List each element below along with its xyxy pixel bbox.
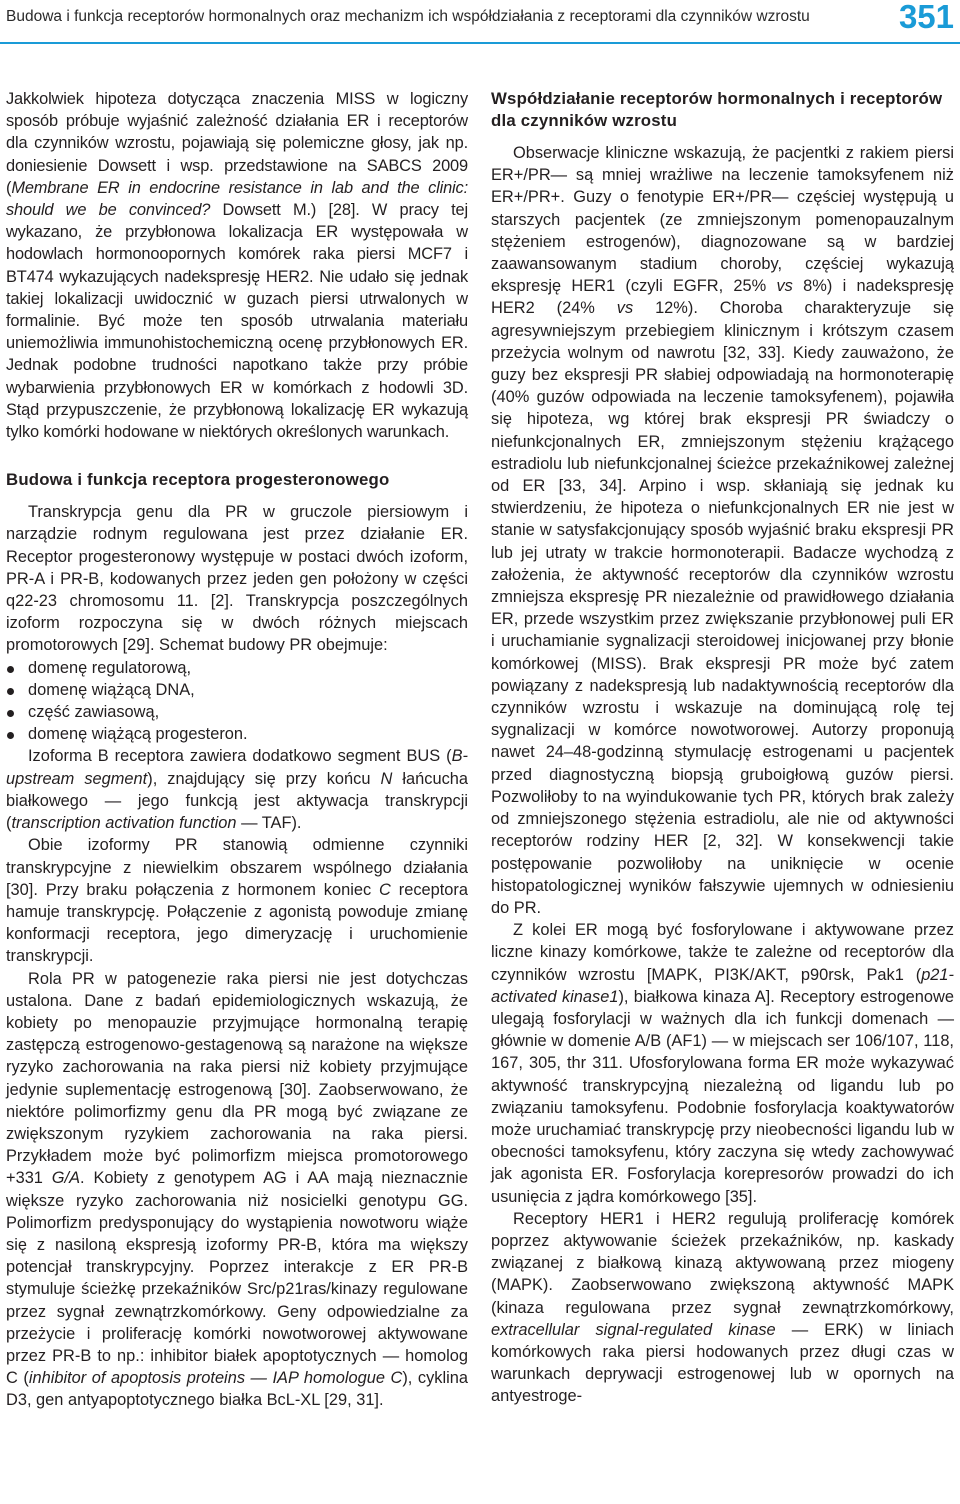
paragraph (491, 1208, 954, 1408)
italic-text: transcription activation function (11, 814, 237, 833)
text-run: łańcucha białkowego — jego funkcją jest aktywacja transkrypcji ( (6, 769, 469, 833)
paragraph (6, 88, 468, 443)
italic-text: vs (776, 277, 793, 296)
italic-text: vs (616, 299, 634, 318)
text-run: Obserwacje kliniczne wskazują, że pacjentki z rakiem piersi ER+/PR— są mniej wrażliwe na leczenie tamoksyfenem niż ER+/PR+. Guzy o fenotypie ER+/PR— częściej występują u starszych pacjentek (ze zmniejszonym pomenopauzalnym stężeniem estrogenów), diagnozowane są w bardziej zaawansowanym stadium choroby, częściej wykazują ekspresję HER1 (czyli EGFR, 25% (491, 144, 954, 296)
text-run: Z kolei ER mogą być fosforylowane i aktywowane przez liczne kinazy komórkowe, także te zależne od receptorów dla czynników wzrostu [MAPK, PI3K/AKT, p90rsk, Pak1 ( (491, 921, 954, 984)
italic-text: inhibitor of apoptosis proteins — IAP homologue C (28, 1369, 403, 1388)
page-number: 351 (898, 0, 954, 35)
italic-text: C (379, 880, 391, 899)
paragraph (491, 919, 954, 1208)
text-run: Receptory HER1 i HER2 regulują proliferację komórek poprzez aktywowanie ścieżek przekaźników, np. kaskady związanej z białkową kinazą aktywowaną przez miogeny (MAPK). Zaobserwowano zwiększoną aktywność MAPK (kinaza regulowana przez sygnał zewnątrzkomórkowy, (491, 1209, 954, 1317)
section-heading: Współdziałanie receptorów hormonalnych i receptorów dla czynników wzrostu (491, 89, 943, 130)
italic-text: p21-activated kinase1 (491, 965, 954, 1006)
list-item: domenę wiążącą DNA, (6, 679, 468, 701)
left-column (6, 88, 468, 1412)
text-run: receptora hamuje transkrypcję. Połączenie z agonistą powoduje zmianę konformacji receptora, jego dimeryzację i uruchomienie transkrypcji. (6, 880, 468, 966)
paragraph (6, 834, 468, 967)
italic-text: Membrane ER in endocrine resistance in lab and the clinic: should we be convinced? (6, 178, 468, 220)
text-run: ), znajdujący się przy końcu (147, 769, 381, 788)
bullet-list (6, 657, 468, 746)
text-run: 8%) i nadekspresję HER2 (24% (491, 277, 954, 318)
text-run: ), cyklina D3, gen antyapoptotycznego białka BcL-XL [29, 31]. (6, 1369, 468, 1410)
right-column (491, 88, 954, 1408)
text-run: ), białkowa kinaza A]. Receptory estrogenowe ulegają fosforylacji w ważnych dla ich funkcji domenach — głównie w domenie A/B (AF1) — w miejscach ser 106/107, 118, 167, 305, thr 311. Ufosforylowana forma ER może wykazywać aktywność transkrypcyjną niezależną od ligandu lub po związaniu tamoksyfenu. Podobnie fosforylacja koaktywatorów może uruchamiać transkrypcję przy nieobecności ligandu lub w obecności tamoksyfenu, który zaczyna się wtedy zachowywać jak agonista ER. Fosforylacja korepresorów prowadzi do ich usunięcia z jądra komórkowego [35]. (491, 987, 954, 1206)
text-run: Obie izoformy PR stanowią odmienne czynniki transkrypcyjne z niewielkim obszarem wspólnego działania [30]. Przy braku połączenia z hormonem koniec (6, 836, 468, 899)
running-title: Budowa i funkcja receptorów hormonalnych oraz mechanizm ich współdziałania z receptorami dla czynników wzrostu (6, 8, 810, 25)
text-run: — ERK) w liniach komórkowych raka piersi hodowanych przez długi czas w warunkach deprywacji estrogenowej lub w opornych na antyestroge- (491, 1320, 955, 1406)
text-run: Dowsett M.) [28]. W pracy tej wykazano, że przybłonowa lokalizacja ER występowała w hodowlach hormonoopornych komórek raka piersi MCF7 i BT474 wykazujących nadekspresję HER2. Nie udało się jednak takiej lokalizacji uwidocznić w guzach piersi utrwalonych w formalinie. Być może ten sposób utrwalania materiału uniemożliwia immunohistochemiczną ocenę przybłonowych ER. Jednak podobne trudności napotkano także przy próbie wybarwienia przybłonowych ER w komórkach z hodowli 3D. Stąd przypuszczenie, że przybłonową lokalizację ER wykazują tylko komórki hodowane w niektórych określonych warunkach. (6, 201, 468, 442)
text-run: 12%). Choroba charakteryzuje się agresywniejszym przebiegiem klinicznym i krótszym czasem przeżycia wolnym od nawrotu [32, 33]. Kiedy zauważono, że guzy bez ekspresji PR słabiej odpowiadają na hormonoterapię (40% guzów odpowiada na leczenie tamoksyfenem), pojawiła się hipoteza, wg której brak ekspresji PR świadczy o niefunkcjonalnych ER, zmniejszonym stężeniu krążącego estradiolu lub niefunkcjonalnej ścieżce przekaźnikowej zależnej od ER [33, 34]. Arpino i wsp. skłaniają się jednak ku stwierdzeniu, że hipoteza o niefunkcjonalnych ER nie jest w stanie w satysfakcjonujący sposób wyjaśnić braku ekspresji PR lub jej utraty w trakcie hormonoterapii. Badacze wychodzą z założenia, że aktywność receptorów dla czynników wzrostu zmniejsza ekspresję PR niezależnie od prawidłowego działania ER, przede wszystkim przez zwiększanie przybłonowej puli ER i uruchamianie sygnalizacji steroidowej inicjowanej przy błonie komórkowej (MISS). Brak ekspresji PR może być zatem powiązany z nadekspresją lub nadaktywnością receptorów dla czynników wzrostu i wskazuje na dominującą rolę tej sygnalizacji w komórce nowotworowej. Autorzy proponują nawet 24–48-godzinną stymulację estrogenami u pacjentek przed diagnostyczną biopsją gruboigłową guzów piersi. Pozwoliłoby to na wyindukowanie tych PR, których brak zależy od zmniejszonego stężenia estradiolu, ale nie od aktywności receptorów rodziny HER [2, 32]. W konsekwencji takie postępowanie pozwoliłoby na uniknięcie w ocenie histopatologicznej wyników fałszywie ujemnych w odniesieniu do PR. (491, 299, 954, 917)
italic-text: extracellular signal-regulated kinase (491, 1320, 776, 1339)
italic-text: N (380, 769, 393, 788)
list-item: część zawiasową, (6, 701, 468, 723)
italic-text: G/A (51, 1169, 81, 1188)
page-header (0, 0, 960, 44)
paragraph (6, 968, 468, 1412)
list-item: domenę wiążącą progesteron. (6, 723, 468, 745)
paragraph (491, 142, 954, 919)
italic-text: B-upstream segment (6, 747, 468, 788)
section-heading: Budowa i funkcja receptora progesteronowego (6, 470, 390, 490)
text-run: Izoforma B receptora zawiera dodatkowo segment BUS ( (28, 747, 452, 766)
paragraph: Transkrypcja genu dla PR w gruczole piersiowym i narządzie rodnym regulowana jest przez działanie ER. Receptor progesteronowy występuje w postaci dwóch izoform, PR-A i PR-B, kodowanych przez jeden gen położony w części q22-23 chromosomu 11. [2]. Transkrypcja poszczególnych izoform rozpoczyna się w dwóch różnych miejscach promotorowych [29]. Schemat budowy PR obejmuje: (6, 503, 468, 655)
paragraph (6, 745, 468, 834)
text-run: Rola PR w patogenezie raka piersi nie jest dotychczas ustalona. Dane z badań epidemiologicznych wskazują, że kobiety po menopauzie przyjmujące hormonalną terapię zastępczą estrogenowo-gestagenową są narażone na większe ryzyko zachorowania na raka piersi niż kobiety przyjmujące jedynie suplementację estrogenową [30]. Zaobserwowano, że niektóre polimorfizmy genu dla PR mogą być związane ze zwiększonym ryzykiem zachorowania na raka piersi. Przykładem może być polimorfizm miejsca promotorowego +331 (6, 969, 468, 1188)
text-run: Jakkolwiek hipoteza dotycząca znaczenia MISS w logiczny sposób próbuje wyjaśnić zależność działania ER i receptorów dla czynników wzrostu, pojawiają się polemiczne głosy, jak np. doniesienie Dowsett i wsp. przedstawione na SABCS 2009 ( (6, 90, 468, 197)
text-run: . Kobiety z genotypem AG i AA mają nieznacznie większe ryzyko zachorowania niż nosicielki genotypu GG. Polimorfizm predysponujący do wystąpienia nowotworu wiąże się z nasiloną ekspresją izoformy PR-B, która ma większy potencjał transkrypcyjny. Poprzez interakcje z ER PR-B stymuluje ścieżkę przekaźników Src/p21ras/kinazy regulowane przez sygnał zewnątrzkomórkowy. Geny odpowiedzialne za przeżycie i proliferację komórki nowotworowej aktywowane przez PR-B to np.: inhibitor białek apoptotycznych — homolog C ( (6, 1169, 468, 1388)
list-item: domenę regulatorową, (6, 657, 468, 679)
text-run: — TAF). (236, 814, 302, 833)
